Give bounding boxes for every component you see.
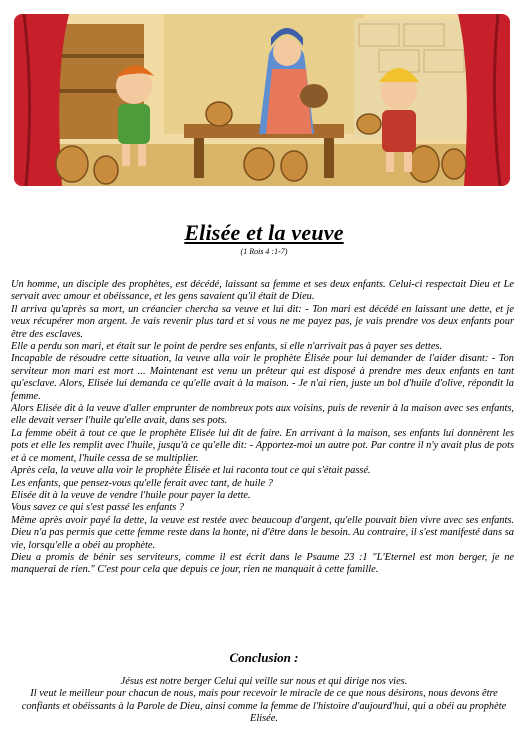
bible-reference: (1 Rois 4 :1-7) [240, 247, 288, 256]
story-paragraph: Incapable de résoudre cette situation, la veuve alla voir le prophète Élisée pour lui demander de l'aider disant: - Ton serviteur mon mari est mort ... Maintenant est venu un prêteur qui est disposé à prendre mes deux enfants en tant qu'esclave. Alors, Elisée lui demanda ce qu'elle avait à la maison. - Je n'ai rien, juste un bol d'huile d'olive, répondit la femme. [11, 353, 514, 402]
conclusion-line: Jésus est notre berger Celui qui veille sur nous et qui dirige nos vies. [120, 676, 408, 687]
story-paragraph: Elisée dit à la veuve de vendre l'huile pour payer la dette. [11, 489, 251, 501]
story-paragraph: Les enfants, que pensez-vous qu'elle ferait avec tant, de huile ? [11, 477, 273, 489]
story-text [11, 279, 514, 577]
conclusion-text [14, 676, 514, 725]
conclusion-title: Conclusion : [229, 650, 299, 665]
story-paragraph: Vous savez ce qui s'est passé les enfants ? [11, 502, 185, 514]
conclusion-line: Il veut le meilleur pour chacun de nous, mais pour recevoir le miracle de ce que nous désirons, nous devons être confiants et obéissants à la Parole de Dieu, ainsi comme la femme de l'histoire d'aujourd'hui, qui a obéi au prophète Elisée. [21, 688, 507, 724]
story-paragraph: Même après avoir payé la dette, la veuve est restée avec beaucoup d'argent, qu'elle pouvait bien vivre avec ses enfants. Dieu n'a pas permis que cette femme reste dans la honte, ni d'être dans le besoin. Au contraire, il s'est manifesté dans sa vie, lorsqu'elle a obéi au prophète. [11, 514, 514, 551]
story-paragraph: La femme obéit à tout ce que le prophète Elisée lui dit de faire. En arrivant à la maison, ses enfants lui donnèrent les pots et elle les remplit avec l'huile, jusqu'à ce qu'elle dit: - Apportez-moi un autre pot. Par contre il n'y avait plus de pots et à ce moment, l'huile cessa de se multiplier. [11, 427, 514, 464]
story-paragraph: Dieu a promis de bénir ses serviteurs, comme il est écrit dans le Psaume 23 :1 "L'Eternel est mon berger, je ne manquerai de rien." C'est pour cela que depuis ce jour, rien ne manquait à cette famille. [11, 551, 514, 576]
story-illustration [14, 14, 510, 186]
story-paragraph: Alors Elisée dit à la veuve d'aller emprunter de nombreux pots aux voisins, puis de revenir à la maison avec ses enfants, elle devait verser l'huile qu'elle avait, dans ses pots. [11, 403, 514, 427]
illustration-scene [14, 14, 510, 186]
story-paragraph: Elle a perdu son mari, et était sur le point de perdre ses enfants, si elle n'arrivait pas à payer ses dettes. [11, 341, 443, 353]
story-paragraph: Après cela, la veuve alla voir le prophète Élisée et lui raconta tout ce qui s'était passé. [11, 465, 371, 477]
story-paragraph: Il arriva qu'après sa mort, un créancier chercha sa veuve et lui dit: - Ton mari est décédé en laissant une dette, et je veux récupérer mon argent. Je vais revenir plus tard et si vous ne me payez pas, je vais prendre vos deux enfants pour être des esclaves. [11, 303, 514, 340]
story-paragraph: Un homme, un disciple des prophètes, est décédé, laissant sa femme et ses deux enfants. Celui-ci respectait Dieu et Le servait avec amour et obéissance, et les gens savaient qu'il était de Dieu. [11, 279, 514, 303]
page-title: Elisée et la veuve [184, 220, 344, 245]
